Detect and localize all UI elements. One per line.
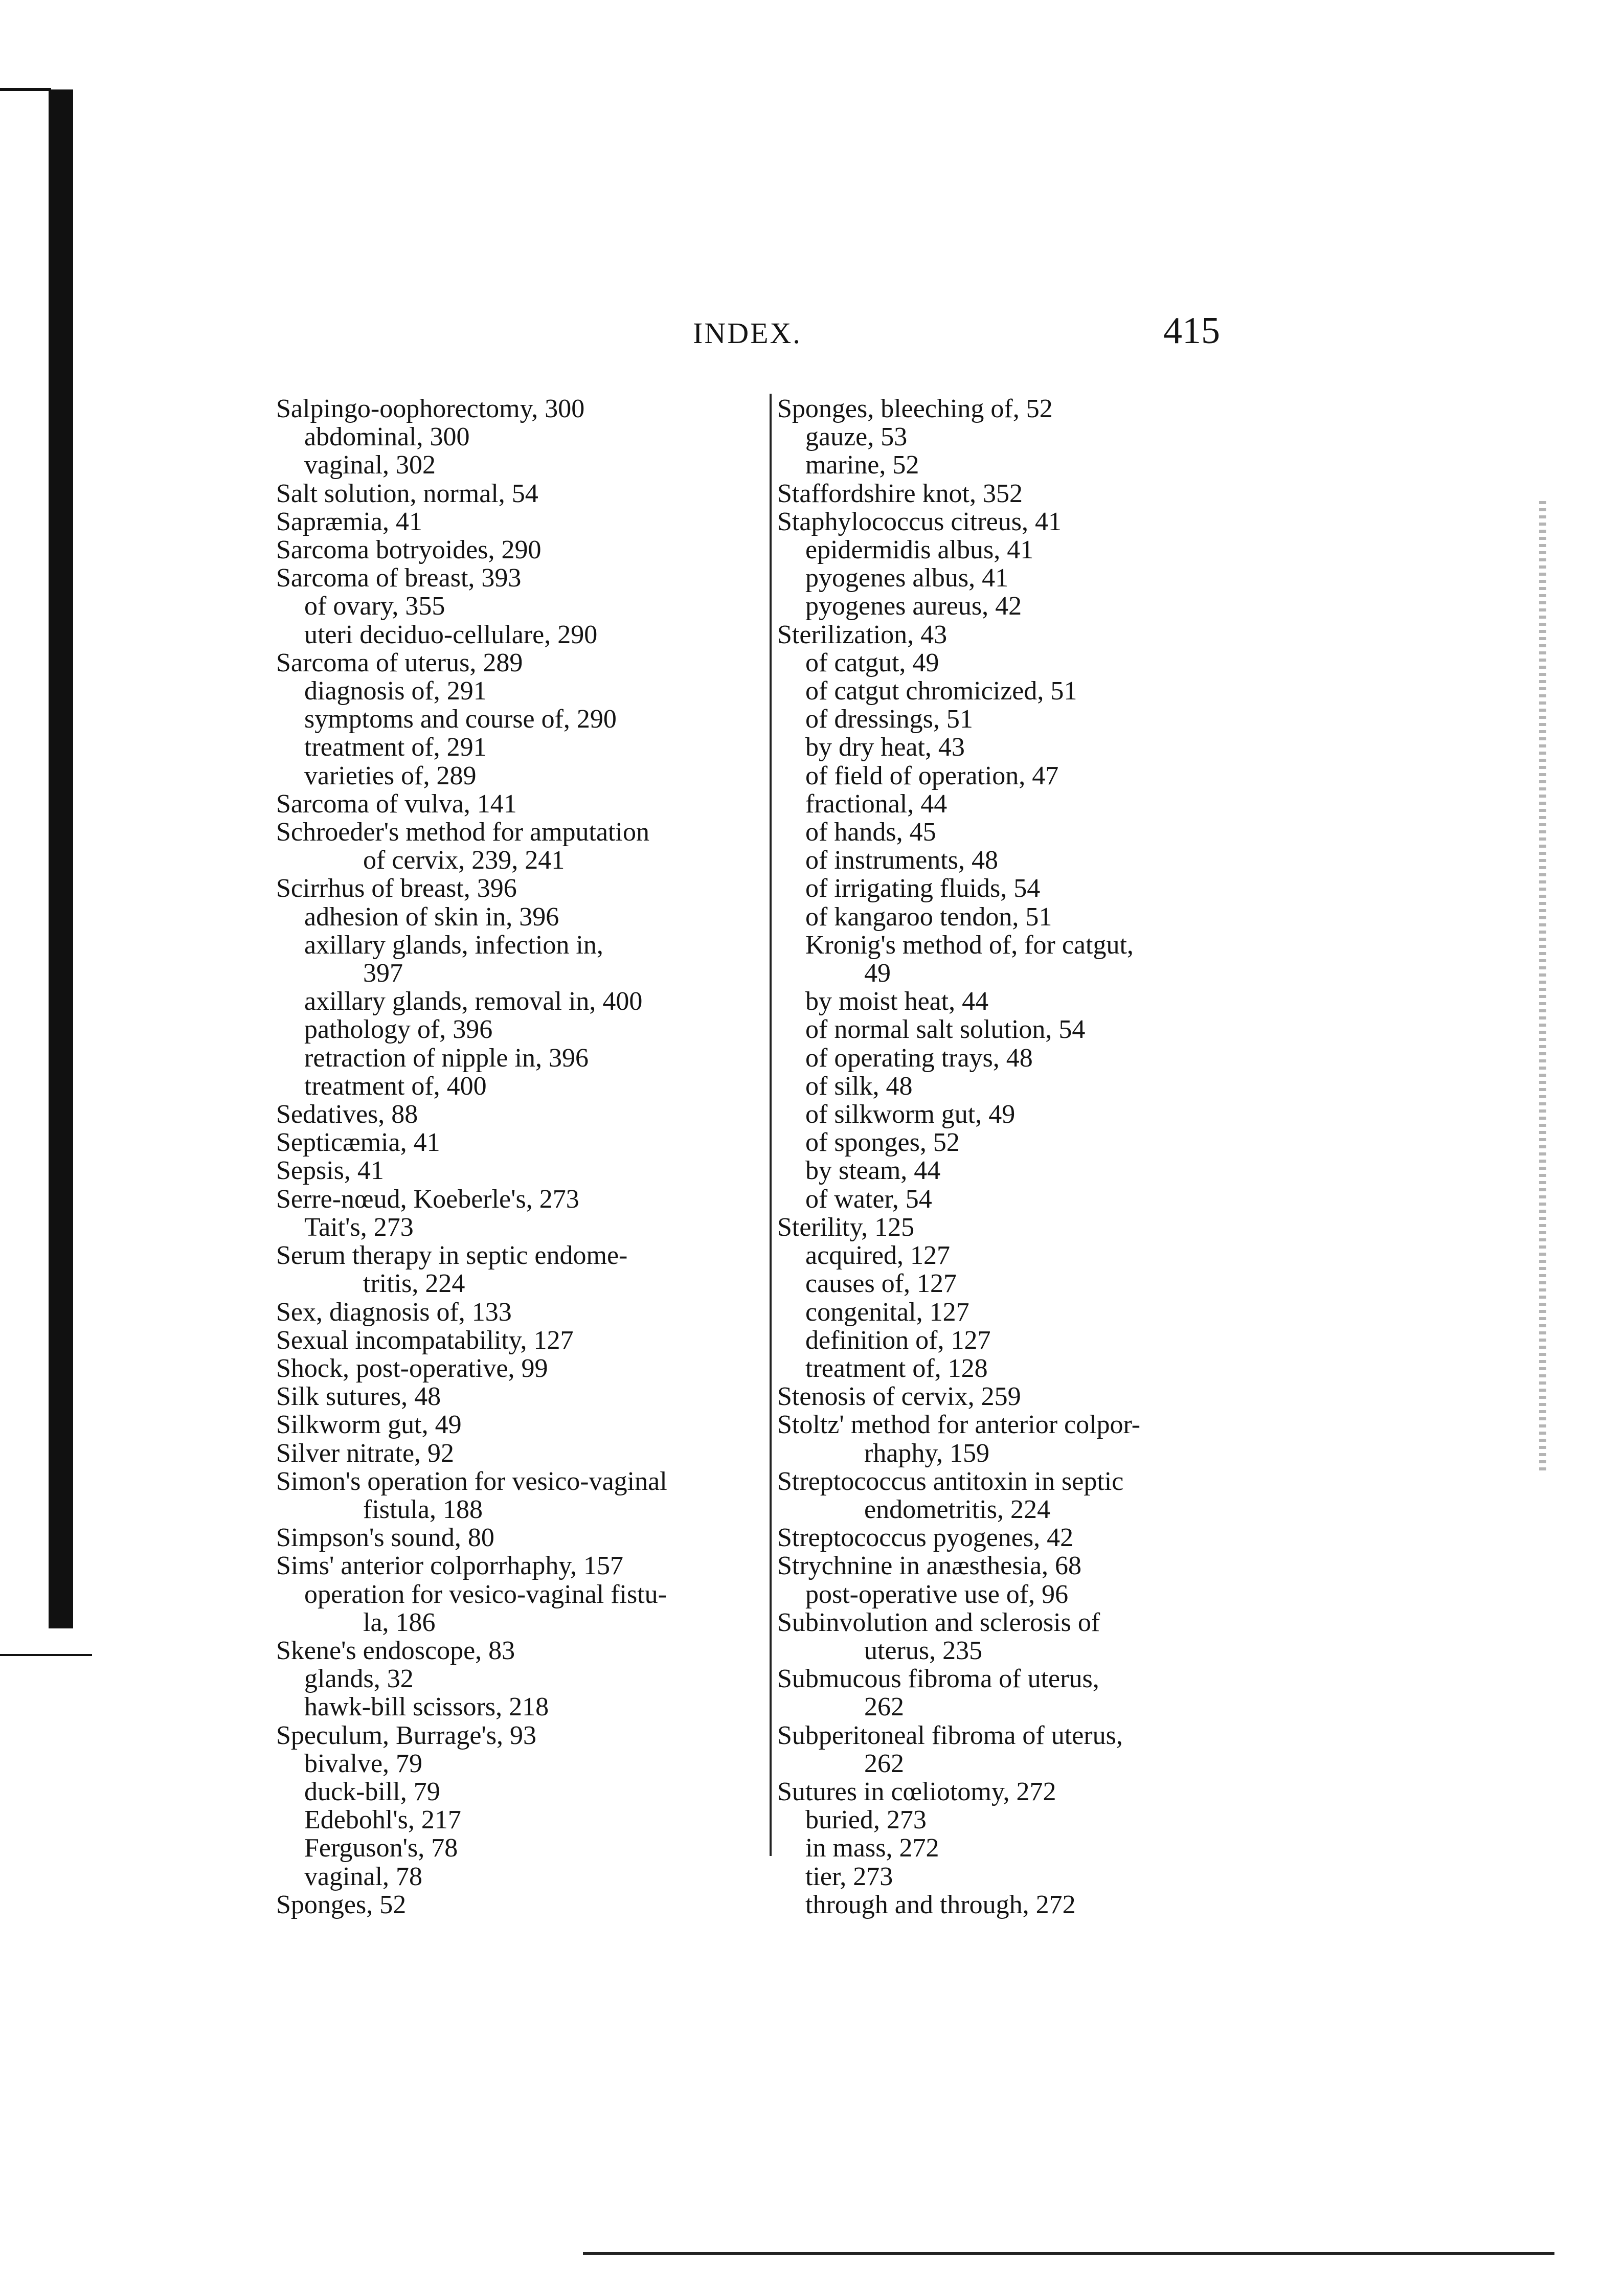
index-subentry: Ferguson's, 78 bbox=[304, 1833, 458, 1863]
index-subentry: diagnosis of, 291 bbox=[304, 676, 487, 706]
index-subentry: by dry heat, 43 bbox=[805, 733, 965, 762]
index-subentry: Tait's, 273 bbox=[304, 1212, 414, 1242]
index-entry: Sarcoma of uterus, 289 bbox=[276, 648, 523, 677]
index-subentry: treatment of, 128 bbox=[805, 1353, 988, 1383]
index-entry: Sarcoma of breast, 393 bbox=[276, 563, 522, 593]
index-subentry: of hands, 45 bbox=[805, 818, 936, 847]
index-subentry: axillary glands, removal in, 400 bbox=[304, 987, 643, 1016]
index-subentry: hawk-bill scissors, 218 bbox=[304, 1692, 549, 1722]
index-subentry: pyogenes albus, 41 bbox=[805, 563, 1009, 593]
index-entry: Simpson's sound, 80 bbox=[276, 1523, 494, 1553]
index-entry: Silkworm gut, 49 bbox=[276, 1410, 462, 1440]
index-entry: Subperitoneal fibroma of uterus, bbox=[777, 1720, 1123, 1750]
index-subentry: treatment of, 291 bbox=[304, 733, 487, 762]
index-subentry: endometritis, 224 bbox=[864, 1494, 1050, 1524]
index-subentry: 262 bbox=[864, 1692, 904, 1722]
index-entry: Sapræmia, 41 bbox=[276, 507, 422, 536]
index-subentry: by steam, 44 bbox=[805, 1156, 941, 1186]
index-entry: Sarcoma botryoides, 290 bbox=[276, 535, 542, 565]
index-entry: Streptococcus antitoxin in septic bbox=[777, 1466, 1124, 1496]
index-subentry: 397 bbox=[363, 959, 403, 988]
index-entry: Stenosis of cervix, 259 bbox=[777, 1382, 1021, 1412]
index-entry: Sponges, 52 bbox=[276, 1890, 407, 1919]
scan-edge-artifact bbox=[1539, 501, 1546, 1472]
index-entry: Sterilization, 43 bbox=[777, 620, 948, 649]
index-subentry: operation for vesico-vaginal fistu- bbox=[304, 1579, 667, 1609]
index-subentry: of water, 54 bbox=[805, 1184, 932, 1214]
index-subentry: 49 bbox=[864, 959, 891, 988]
index-entry: Sutures in cœliotomy, 272 bbox=[777, 1777, 1056, 1806]
index-subentry: Kronig's method of, for catgut, bbox=[805, 930, 1134, 960]
index-subentry: uterus, 235 bbox=[864, 1636, 983, 1665]
index-entry: Sex, diagnosis of, 133 bbox=[276, 1297, 512, 1327]
index-entry: Stoltz' method for anterior colpor- bbox=[777, 1410, 1141, 1440]
index-subentry: buried, 273 bbox=[805, 1805, 927, 1835]
index-subentry: 262 bbox=[864, 1749, 904, 1778]
index-column-right bbox=[777, 395, 1248, 1919]
index-entry: Silk sutures, 48 bbox=[276, 1382, 441, 1412]
running-head: INDEX. bbox=[693, 316, 802, 350]
index-subentry: duck-bill, 79 bbox=[304, 1777, 440, 1806]
index-subentry: Edebohl's, 217 bbox=[304, 1805, 461, 1835]
index-entry: Simon's operation for vesico-vaginal bbox=[276, 1466, 667, 1496]
index-entry: Serum therapy in septic endome- bbox=[276, 1241, 628, 1271]
index-subentry: epidermidis albus, 41 bbox=[805, 535, 1034, 565]
index-subentry: of catgut chromicized, 51 bbox=[805, 676, 1077, 706]
index-subentry: glands, 32 bbox=[304, 1664, 414, 1694]
index-entry: Submucous fibroma of uterus, bbox=[777, 1664, 1099, 1694]
index-entry: Staffordshire knot, 352 bbox=[777, 479, 1023, 508]
index-subentry: of field of operation, 47 bbox=[805, 761, 1059, 790]
index-subentry: treatment of, 400 bbox=[304, 1071, 487, 1101]
index-subentry: pyogenes aureus, 42 bbox=[805, 592, 1022, 621]
index-subentry: abdominal, 300 bbox=[304, 422, 470, 452]
index-subentry: by moist heat, 44 bbox=[805, 987, 989, 1016]
page-number: 415 bbox=[1163, 310, 1220, 352]
index-subentry: of dressings, 51 bbox=[805, 705, 973, 734]
index-subentry: axillary glands, infection in, bbox=[304, 930, 603, 960]
index-entry: Salt solution, normal, 54 bbox=[276, 479, 538, 508]
index-entry: Sexual incompatability, 127 bbox=[276, 1325, 574, 1355]
index-subentry: tier, 273 bbox=[805, 1862, 893, 1891]
index-entry: Strychnine in anæsthesia, 68 bbox=[777, 1551, 1082, 1581]
index-subentry: of catgut, 49 bbox=[805, 648, 939, 677]
index-subentry: adhesion of skin in, 396 bbox=[304, 902, 559, 932]
index-entry: Sterility, 125 bbox=[777, 1212, 915, 1242]
index-entry: Serre-nœud, Koeberle's, 273 bbox=[276, 1184, 579, 1214]
index-subentry: varieties of, 289 bbox=[304, 761, 477, 790]
index-subentry: in mass, 272 bbox=[805, 1833, 939, 1863]
index-entry: Schroeder's method for amputation bbox=[276, 818, 649, 847]
index-entry: Silver nitrate, 92 bbox=[276, 1438, 455, 1468]
index-entry: Subinvolution and sclerosis of bbox=[777, 1607, 1100, 1637]
index-subentry: fractional, 44 bbox=[805, 789, 948, 819]
index-subentry: of ovary, 355 bbox=[304, 592, 445, 621]
index-entry: Shock, post-operative, 99 bbox=[276, 1353, 548, 1383]
index-entry: Speculum, Burrage's, 93 bbox=[276, 1720, 537, 1750]
index-entry: Sponges, bleeching of, 52 bbox=[777, 394, 1053, 423]
index-entry: Sepsis, 41 bbox=[276, 1156, 384, 1186]
index-subentry: fistula, 188 bbox=[363, 1494, 483, 1524]
index-subentry: pathology of, 396 bbox=[304, 1015, 493, 1045]
index-subentry: of sponges, 52 bbox=[805, 1128, 960, 1158]
index-subentry: marine, 52 bbox=[805, 450, 919, 480]
index-subentry: causes of, 127 bbox=[805, 1269, 957, 1299]
index-subentry: rhaphy, 159 bbox=[864, 1438, 990, 1468]
index-subentry: la, 186 bbox=[363, 1607, 436, 1637]
index-subentry: tritis, 224 bbox=[363, 1269, 465, 1299]
index-entry: Streptococcus pyogenes, 42 bbox=[777, 1523, 1074, 1553]
index-subentry: vaginal, 302 bbox=[304, 450, 436, 480]
index-entry: Salpingo-oophorectomy, 300 bbox=[276, 394, 585, 423]
index-subentry: of kangaroo tendon, 51 bbox=[805, 902, 1052, 932]
index-subentry: post-operative use of, 96 bbox=[805, 1579, 1069, 1609]
index-subentry: of cervix, 239, 241 bbox=[363, 846, 565, 875]
index-subentry: bivalve, 79 bbox=[304, 1749, 423, 1778]
binding-edge-mark bbox=[0, 1654, 92, 1656]
index-subentry: gauze, 53 bbox=[805, 422, 908, 452]
bottom-edge-rule bbox=[583, 2252, 1554, 2255]
index-subentry: vaginal, 78 bbox=[304, 1862, 423, 1891]
index-subentry: of normal salt solution, 54 bbox=[805, 1015, 1086, 1045]
index-entry: Septicæmia, 41 bbox=[276, 1128, 440, 1158]
index-subentry: of irrigating fluids, 54 bbox=[805, 874, 1041, 903]
index-subentry: symptoms and course of, 290 bbox=[304, 705, 617, 734]
index-entry: Staphylococcus citreus, 41 bbox=[777, 507, 1062, 536]
index-subentry: congenital, 127 bbox=[805, 1297, 969, 1327]
index-column-left bbox=[276, 395, 752, 1919]
index-entry: Scirrhus of breast, 396 bbox=[276, 874, 517, 903]
index-subentry: retraction of nipple in, 396 bbox=[304, 1043, 589, 1073]
book-binding-shadow bbox=[49, 89, 73, 1628]
index-subentry: of operating trays, 48 bbox=[805, 1043, 1033, 1073]
index-subentry: of silkworm gut, 49 bbox=[805, 1100, 1016, 1129]
index-subentry: of instruments, 48 bbox=[805, 846, 998, 875]
index-entry: Sarcoma of vulva, 141 bbox=[276, 789, 517, 819]
index-subentry: through and through, 272 bbox=[805, 1890, 1076, 1919]
index-subentry: acquired, 127 bbox=[805, 1241, 951, 1271]
index-subentry: uteri deciduo-cellulare, 290 bbox=[304, 620, 598, 649]
index-entry: Skene's endoscope, 83 bbox=[276, 1636, 515, 1665]
column-divider bbox=[770, 394, 772, 1856]
binding-edge-mark bbox=[0, 88, 51, 91]
index-entry: Sedatives, 88 bbox=[276, 1100, 418, 1129]
index-entry: Sims' anterior colporrhaphy, 157 bbox=[276, 1551, 623, 1581]
index-subentry: of silk, 48 bbox=[805, 1071, 913, 1101]
index-subentry: definition of, 127 bbox=[805, 1325, 991, 1355]
